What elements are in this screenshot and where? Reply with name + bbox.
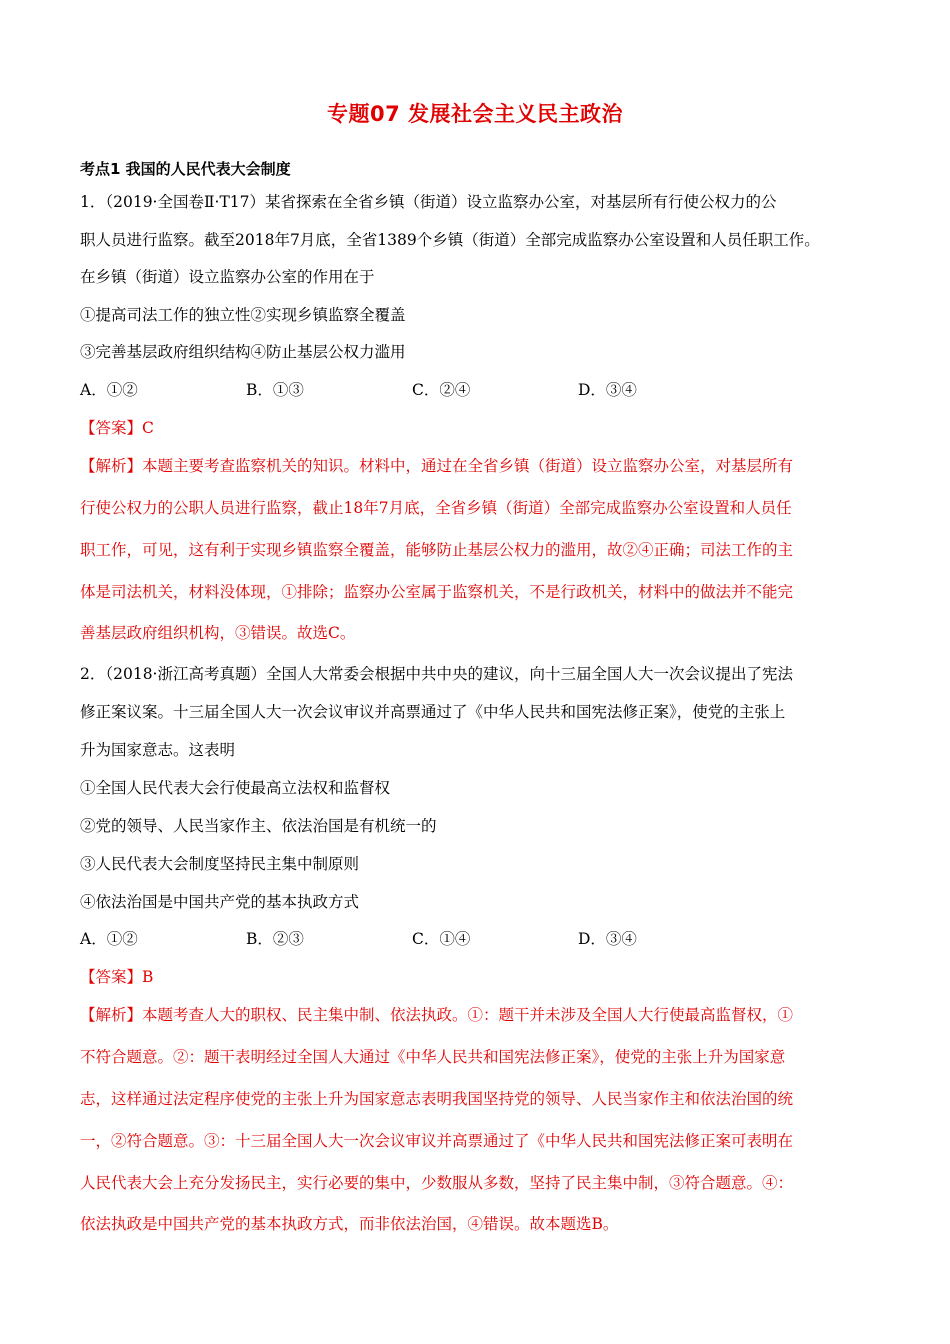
q1-stem-line: 1．（2019·全国卷Ⅱ·T17）某省探索在全省乡镇（街道）设立监察办公室，对基层所有行使公权力的公 xyxy=(80,193,777,211)
q1-option-a: A．①② xyxy=(80,381,138,399)
q2-answer: 【答案】B xyxy=(80,968,154,986)
q2-analysis-line: 志，这样通过法定程序使党的主张上升为国家意志表明我国坚持党的领导、人民当家作主和依法治国的统 xyxy=(80,1090,794,1108)
q1-item: ③完善基层政府组织结构④防止基层公权力滥用 xyxy=(80,343,406,361)
q1-option-d: D．③④ xyxy=(578,381,637,399)
q2-analysis-line: 依法执政是中国共产党的基本执政方式，而非依法治国，④错误。故本题选B。 xyxy=(80,1215,619,1233)
q2-item: ②党的领导、人民当家作主、依法治国是有机统一的 xyxy=(80,817,437,835)
q2-analysis-line: 【解析】本题考查人大的职权、民主集中制、依法执政。①：题干并未涉及全国人大行使最高监督权，① xyxy=(80,1006,794,1024)
q1-item: ①提高司法工作的独立性②实现乡镇监察全覆盖 xyxy=(80,306,406,324)
q1-analysis-line: 【解析】本题主要考查监察机关的知识。材料中，通过在全省乡镇（街道）设立监察办公室，对基层所有 xyxy=(80,457,794,475)
q1-analysis-line: 行使公权力的公职人员进行监察，截止18年7月底，全省乡镇（街道）全部完成监察办公室设置和人员任 xyxy=(80,499,792,517)
q1-analysis-line: 善基层政府组织机构，③错误。故选C。 xyxy=(80,624,356,642)
q1-stem-line: 在乡镇（街道）设立监察办公室的作用在于 xyxy=(80,268,375,286)
q1-stem-line: 职人员进行监察。截至2018年7月底，全省1389个乡镇（街道）全部完成监察办公室设置和人员任职工作。 xyxy=(80,231,820,249)
q2-stem-line: 升为国家意志。这表明 xyxy=(80,741,236,759)
q2-analysis-line: 一，②符合题意。③：十三届全国人大一次会议审议并高票通过了《中华人民共和国宪法修正案可表明在 xyxy=(80,1132,794,1150)
q2-analysis-line: 人民代表大会上充分发扬民主，实行必要的集中，少数服从多数，坚持了民主集中制，③符合题意。④： xyxy=(80,1174,794,1192)
q2-option-d: D．③④ xyxy=(578,930,637,948)
q1-option-b: B．①③ xyxy=(246,381,304,399)
q2-item: ①全国人民代表大会行使最高立法权和监督权 xyxy=(80,779,391,797)
q2-option-c: C．①④ xyxy=(412,930,471,948)
q2-stem-line: 修正案议案。十三届全国人大一次会议审议并高票通过了《中华人民共和国宪法修正案》，使党的主张上 xyxy=(80,703,786,721)
q1-analysis-line: 体是司法机关，材料没体现，①排除；监察办公室属于监察机关，不是行政机关，材料中的做法并不能完 xyxy=(80,583,794,601)
q2-item: ③人民代表大会制度坚持民主集中制原则 xyxy=(80,855,360,873)
q2-option-a: A．①② xyxy=(80,930,138,948)
q1-option-c: C．②④ xyxy=(412,381,471,399)
q1-analysis-line: 职工作，可见，这有利于实现乡镇监察全覆盖，能够防止基层公权力的滥用，故②④正确；司法工作的主 xyxy=(80,541,794,559)
section-heading: 考点1 我国的人民代表大会制度 xyxy=(80,160,291,178)
q2-analysis-line: 不符合题意。②：题干表明经过全国人大通过《中华人民共和国宪法修正案》，使党的主张上升为国家意 xyxy=(80,1048,786,1066)
page-title: 专题07 发展社会主义民主政治 xyxy=(326,102,624,126)
q2-item: ④依法治国是中国共产党的基本执政方式 xyxy=(80,893,360,911)
q1-answer: 【答案】C xyxy=(80,419,154,437)
q2-option-b: B．②③ xyxy=(246,930,304,948)
q2-stem-line: 2．（2018·浙江高考真题）全国人大常委会根据中共中央的建议，向十三届全国人大一次会议提出了宪法 xyxy=(80,665,793,683)
